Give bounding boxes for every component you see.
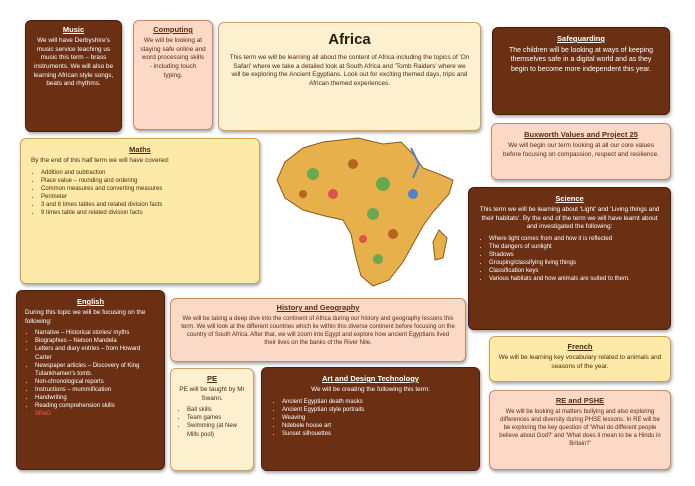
list-item: • Swimming (at New Mills pool) xyxy=(187,422,247,438)
africa-text: This term we will be learning all about the content of Africa including the topics of 'On Safari' where we take a detailed look at South Africa and 'Tomb Raiders' where we will be exploring the Ancient Egyptians. Look out for exciting themed days, trips and African themed experiences. xyxy=(229,54,470,87)
list-item: • Addition and subtraction xyxy=(41,169,249,177)
list-item: • Instructions – mummification xyxy=(35,386,156,394)
english-list xyxy=(25,329,156,418)
list-item: • Biographies – Nelson Mandela xyxy=(35,337,156,345)
pe-panel xyxy=(170,368,254,471)
music-title: Music xyxy=(62,25,85,34)
english-intro: During this topic we will be focusing on the following: xyxy=(25,309,146,325)
list-item: • 3 and 6 times tables and related division facts xyxy=(41,201,249,209)
list-item: • Team games xyxy=(187,414,247,422)
list-item: • Shadows xyxy=(489,251,660,259)
pe-list xyxy=(177,406,247,438)
computing-panel xyxy=(133,20,213,130)
list-item: • Perimeter xyxy=(41,193,249,201)
re-panel xyxy=(489,390,671,470)
list-item: • Grouping/classifying living things xyxy=(489,259,660,267)
computing-title: Computing xyxy=(153,25,193,34)
list-item: • Letters and diary entries – from Howard Carter xyxy=(35,345,156,361)
list-item-spag: • SPaG xyxy=(35,410,156,418)
science-list xyxy=(479,235,660,284)
english-panel xyxy=(16,290,165,470)
list-item: • Place value – rounding and ordering xyxy=(41,177,249,185)
buxworth-title: Buxworth Values and Project 25 xyxy=(524,130,638,139)
maths-panel xyxy=(20,138,260,284)
french-panel xyxy=(489,336,671,382)
pe-title: PE xyxy=(206,374,217,383)
list-item: • Sunset silhouettes xyxy=(282,430,469,438)
list-item: • Where light comes from and how it is reflected xyxy=(489,235,660,243)
history-panel xyxy=(170,298,466,362)
list-item: • Ball skills xyxy=(187,406,247,414)
history-text: We will be taking a deep dive into the continent of Africa during our history and geography lessons this term. We will look at the different countries which lie within this diverse continent before focusing on the country of South Africa. After that, we will zoom into Egypt and explore how ancient Egyptians lived their lives on the banks of the River Nile. xyxy=(181,316,455,347)
french-title: French xyxy=(567,342,593,351)
list-item: • Handwriting xyxy=(35,394,156,402)
art-intro: We will be creating the following this term: xyxy=(311,386,430,393)
list-item: • Newspaper articles – Discovery of King Tutankhamen's tomb. xyxy=(35,362,156,378)
art-list xyxy=(272,398,469,438)
buxworth-panel xyxy=(491,123,671,180)
computing-text: We will be looking at staying safe online and word processing skills - including touch typing. xyxy=(140,37,206,79)
africa-map-icon xyxy=(263,134,465,292)
science-panel xyxy=(468,187,671,330)
list-item: • Weaving xyxy=(282,414,469,422)
list-item: • 9 times table and related division facts xyxy=(41,209,249,217)
africa-panel xyxy=(218,22,481,131)
art-panel xyxy=(261,367,480,471)
list-item: • Ancient Egyptian style portraits xyxy=(282,406,469,414)
safeguarding-panel xyxy=(492,27,670,115)
english-title: English xyxy=(76,297,105,306)
list-item: • Various habitats and how animals are suited to them. xyxy=(489,275,660,283)
maths-list xyxy=(31,169,249,218)
science-text: This term we will be learning about 'Light' and 'Living things and their habitats'. By the end of the term we will have learnt about and investigated the following: xyxy=(479,206,660,231)
list-item: • Ancient Egyptian death masks xyxy=(282,398,469,406)
list-item: • Ndebele house art xyxy=(282,422,469,430)
list-item: • Classification keys xyxy=(489,267,660,275)
list-item: • Common measures and converting measures xyxy=(41,185,249,193)
re-text: We will be looking at matters bullying and also exploring differences and diversity during PHSE lessons. In RE will be be exploring the key question of 'What do different people believe about God?' and 'What does it mean to be a Hindu in Britain?' xyxy=(499,409,661,448)
re-title: RE and PSHE xyxy=(555,396,605,405)
pe-text: PE will be taught by Mr Swann. xyxy=(179,386,245,402)
music-text: We will have Derbyshire's music service teaching us music this term – brass instruments. We will also be learning African style songs, beats and rhythms. xyxy=(33,37,114,88)
list-item: • Non-chronological reports xyxy=(35,378,156,386)
music-panel xyxy=(25,20,122,132)
history-title: History and Geography xyxy=(276,303,360,312)
science-title: Science xyxy=(555,194,584,203)
art-title: Art and Design Technology xyxy=(322,374,419,383)
safeguarding-title: Safeguarding xyxy=(557,34,605,43)
africa-title: Africa xyxy=(328,31,371,48)
safeguarding-text: The children will be looking at ways of keeping themselves safe in a digital world and as they begin to become more independent this year. xyxy=(509,47,653,73)
list-item: • Reading comprehension skills xyxy=(35,402,156,410)
maths-title: Maths xyxy=(129,145,151,154)
french-text: We will be learning key vocabulary related to animals and seasons of the year. xyxy=(498,354,662,370)
buxworth-text: We will begin our term looking at all our core values before focusing on compassion, respect and resilience. xyxy=(503,142,659,158)
list-item: • The dangers of sunlight xyxy=(489,243,660,251)
maths-intro: By the end of this half term we will have covered: xyxy=(31,157,170,164)
list-item: • Narrative – Historical stories/ myths xyxy=(35,329,156,337)
